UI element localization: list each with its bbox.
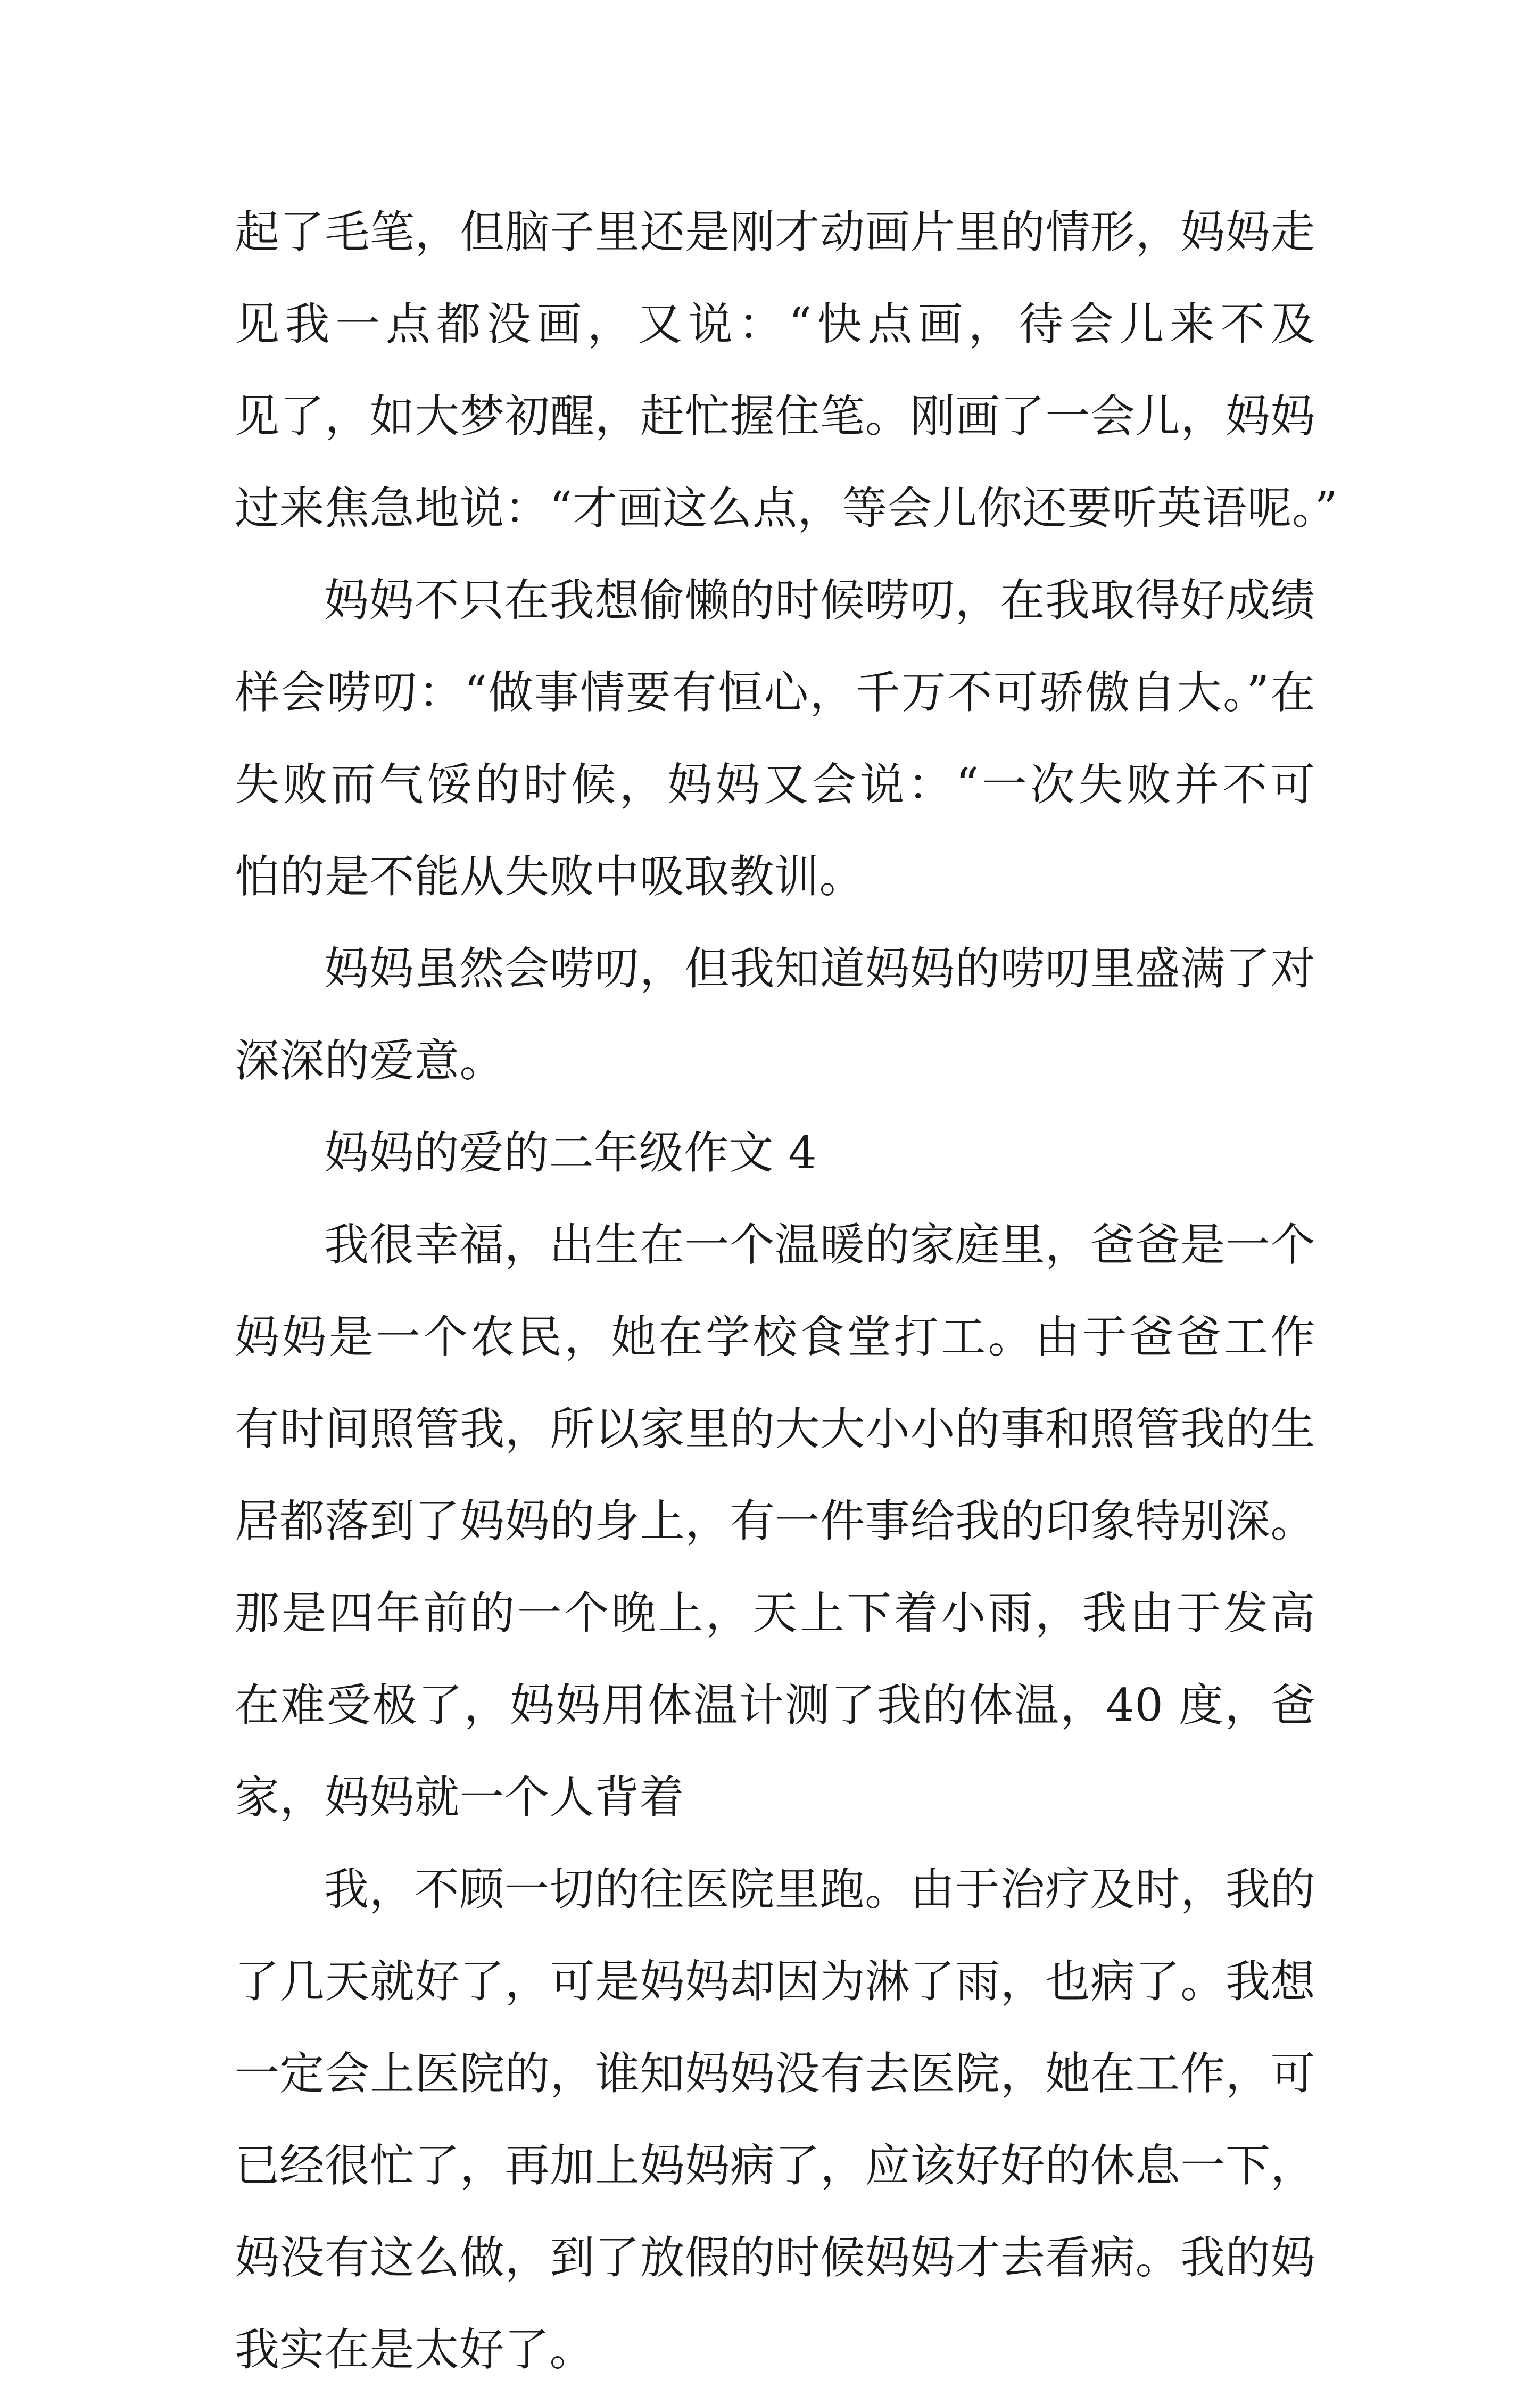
text-line: 在难受极了，妈妈用体温计测了我的体温，40 度，爸 — [235, 1679, 1315, 1731]
text-line: 样会唠叨：“做事情要有恒心，千万不可骄傲自大。”在 — [235, 666, 1315, 718]
text-line: 妈妈虽然会唠叨，但我知道妈妈的唠叨里盛满了对 — [324, 943, 1315, 995]
text-line: 见我一点都没画，又说：“快点画，待会儿来不及 — [235, 298, 1315, 350]
text-line: 妈妈是一个农民，她在学校食堂打工。由于爸爸工作 — [235, 1311, 1315, 1363]
text-line: 家，妈妈就一个人背着 — [235, 1771, 685, 1823]
text-line: 居都落到了妈妈的身上，有一件事给我的印象特别深。 — [235, 1495, 1315, 1547]
text-line: 妈妈不只在我想偷懒的时候唠叨，在我取得好成绩 — [324, 574, 1315, 626]
text-line: 妈没有这么做，到了放假的时候妈妈才去看病。我的妈 — [235, 2232, 1315, 2284]
text-line: 了几天就好了，可是妈妈却因为淋了雨，也病了。我想 — [235, 1955, 1315, 2007]
text-line: 我实在是太好了。 — [235, 2324, 595, 2376]
text-line: 那是四年前的一个晚上，天上下着小雨，我由于发高 — [235, 1587, 1315, 1639]
text-line: 一定会上医院的，谁知妈妈没有去医院，她在工作，可 — [235, 2047, 1315, 2100]
text-line: 过来焦急地说：“才画这么点，等会儿你还要听英语呢。” — [235, 482, 1338, 534]
text-line: 有时间照管我，所以家里的大大小小的事和照管我的生 — [235, 1403, 1315, 1455]
essay-body — [235, 186, 1338, 2396]
text-line: 怕的是不能从失败中吸取教训。 — [235, 850, 865, 903]
text-line: 妈妈的爱的二年级作文 4 — [324, 1127, 817, 1179]
text-line: 失败而气馁的时候，妈妈又会说：“一次失败并不可 — [235, 758, 1315, 811]
text-line: 起了毛笔，但脑子里还是刚才动画片里的情形，妈妈走 — [235, 206, 1315, 258]
text-line: 我很幸福，出生在一个温暖的家庭里，爸爸是一个 — [324, 1219, 1315, 1271]
text-line: 深深的爱意。 — [235, 1035, 505, 1087]
text-line: 我，不顾一切的往医院里跑。由于治疗及时，我的 — [324, 1863, 1315, 1915]
text-line: 已经很忙了，再加上妈妈病了，应该好好的休息一下， — [235, 2139, 1315, 2192]
text-line: 见了，如大梦初醒，赶忙握住笔。刚画了一会儿，妈妈 — [235, 390, 1315, 442]
